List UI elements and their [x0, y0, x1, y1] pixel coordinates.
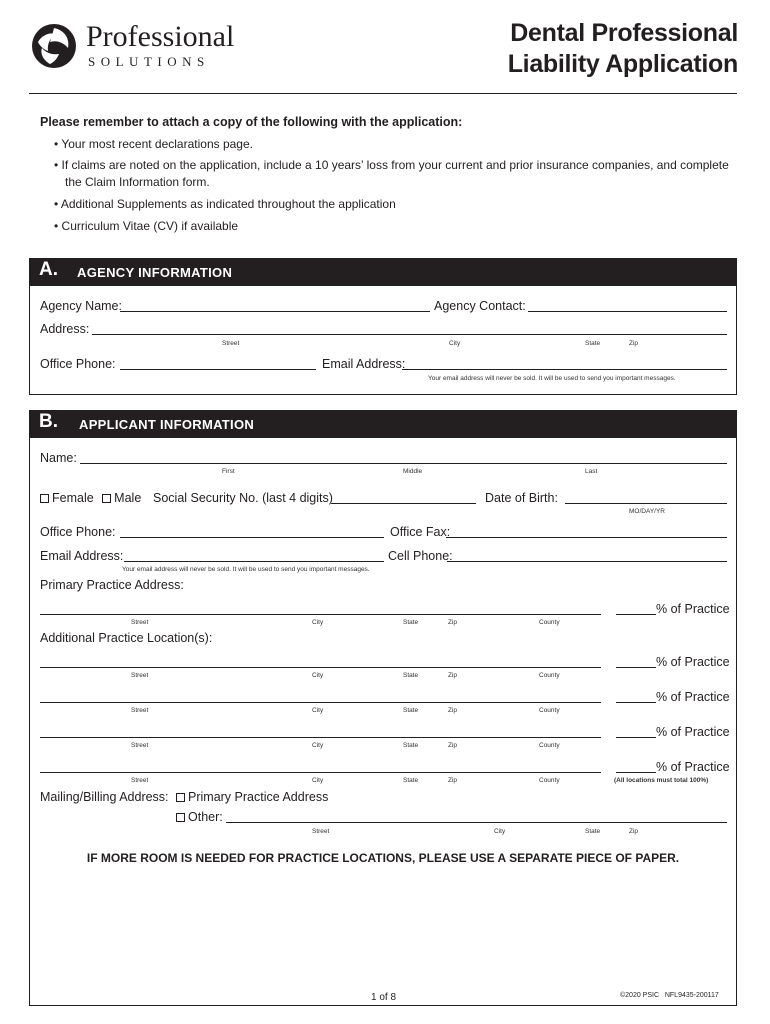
female-checkbox[interactable]	[40, 494, 49, 503]
city-caption: City	[312, 619, 324, 626]
city-caption: City	[312, 742, 324, 749]
agency-address-field[interactable]	[92, 334, 727, 335]
primary-practice-option	[176, 790, 328, 804]
intro-heading: Please remember to attach a copy of the following with the application:	[40, 115, 463, 129]
male-checkbox[interactable]	[102, 494, 111, 503]
document-title	[508, 18, 738, 80]
street-caption: Street	[131, 777, 149, 784]
zip-caption: Zip	[448, 672, 458, 679]
title-line-2: Liability Application	[507, 50, 738, 78]
logo-word-professional: Professional	[86, 20, 235, 53]
zip-caption: Zip	[448, 619, 458, 626]
additional-locations-label: Additional Practice Location(s):	[40, 631, 213, 645]
county-caption: County	[539, 777, 560, 784]
email-note: Your email address will never be sold. It will be used to send you important messages.	[428, 375, 676, 382]
office-phone-label: Office Phone:	[40, 525, 116, 539]
additional-location-3-pct-field[interactable]	[616, 737, 656, 738]
state-caption: State	[403, 619, 419, 626]
middle-caption: Middle	[403, 468, 423, 475]
locations-total-note: (All locations must total 100%)	[614, 777, 709, 784]
applicant-office-phone-field[interactable]	[120, 537, 384, 538]
office-fax-field[interactable]	[446, 537, 727, 538]
form-code: ©2020 PSIC NFL9435-200117	[620, 992, 719, 999]
mailing-billing-label: Mailing/Billing Address:	[40, 790, 169, 804]
county-caption: County	[539, 672, 560, 679]
intro-bullet: • Curriculum Vitae (CV) if available	[54, 219, 239, 233]
cell-phone-field[interactable]	[447, 561, 727, 562]
last-caption: Last	[585, 468, 598, 475]
dob-format-caption: MO/DAY/YR	[629, 508, 665, 515]
first-caption: First	[222, 468, 235, 475]
logo	[30, 22, 240, 72]
city-caption: City	[312, 777, 324, 784]
female-label: Female	[52, 491, 94, 505]
title-line-1: Dental Professional	[510, 19, 738, 47]
other-option-label: Other:	[188, 810, 223, 824]
dob-field[interactable]	[565, 503, 727, 504]
agency-name-label: Agency Name:	[40, 299, 122, 313]
agency-contact-field[interactable]	[528, 311, 727, 312]
zip-caption: Zip	[629, 340, 639, 347]
section-a-title: AGENCY INFORMATION	[77, 265, 233, 280]
address-label: Address:	[40, 322, 90, 336]
state-caption: State	[585, 828, 601, 835]
primary-practice-pct-field[interactable]	[616, 614, 656, 615]
city-caption: City	[449, 340, 461, 347]
office-phone-label: Office Phone:	[40, 357, 116, 371]
ssn-field[interactable]	[331, 503, 476, 504]
more-room-note: IF MORE ROOM IS NEEDED FOR PRACTICE LOCATIONS, PLEASE USE A SEPARATE PIECE OF PAPER.	[86, 851, 680, 865]
mailing-other-checkbox[interactable]	[176, 813, 185, 822]
logo-swirl-icon	[30, 22, 78, 70]
state-caption: State	[403, 707, 419, 714]
additional-location-1-field[interactable]	[40, 667, 601, 668]
male-label: Male	[114, 491, 142, 505]
applicant-name-field[interactable]	[80, 463, 727, 464]
city-caption: City	[312, 707, 324, 714]
name-label: Name:	[40, 451, 77, 465]
state-caption: State	[403, 742, 419, 749]
additional-location-2-field[interactable]	[40, 702, 601, 703]
intro-bullet-continued: the Claim Information form.	[65, 175, 210, 189]
agency-contact-label: Agency Contact:	[434, 299, 526, 313]
state-caption: State	[403, 777, 419, 784]
pct-practice-label: % of Practice	[656, 760, 730, 774]
county-caption: County	[539, 742, 560, 749]
intro-bullet: • Additional Supplements as indicated throughout the application	[54, 197, 396, 211]
city-caption: City	[494, 828, 506, 835]
additional-location-4-pct-field[interactable]	[616, 772, 656, 773]
section-b-title: APPLICANT INFORMATION	[79, 417, 255, 432]
mailing-other-address-field[interactable]	[226, 822, 727, 823]
agency-office-phone-field[interactable]	[120, 369, 316, 370]
state-caption: State	[403, 672, 419, 679]
state-caption: State	[585, 340, 601, 347]
page-number: 1 of 8	[371, 992, 397, 1003]
pct-practice-label: % of Practice	[656, 602, 730, 616]
mailing-primary-checkbox[interactable]	[176, 793, 185, 802]
email-address-label: Email Address:	[322, 357, 406, 371]
additional-location-1-pct-field[interactable]	[616, 667, 656, 668]
primary-practice-option-label: Primary Practice Address	[188, 790, 329, 804]
street-caption: Street	[131, 742, 149, 749]
intro-bullet: • If claims are noted on the application, include a 10 years’ loss from your current and prior insurance companies, and complete	[54, 158, 729, 172]
zip-caption: Zip	[448, 777, 458, 784]
street-caption: Street	[131, 707, 149, 714]
ssn-label: Social Security No. (last 4 digits)	[153, 491, 333, 505]
applicant-email-field[interactable]	[124, 561, 384, 562]
office-fax-label: Office Fax:	[390, 525, 451, 539]
zip-caption: Zip	[448, 742, 458, 749]
city-caption: City	[312, 672, 324, 679]
primary-practice-label: Primary Practice Address:	[40, 578, 184, 592]
agency-name-field[interactable]	[120, 311, 430, 312]
section-b-letter: B.	[39, 411, 58, 432]
section-a-letter: A.	[39, 259, 58, 280]
primary-practice-address-field[interactable]	[40, 614, 601, 615]
street-caption: Street	[312, 828, 330, 835]
street-caption: Street	[131, 672, 149, 679]
intro-bullet: • Your most recent declarations page.	[54, 137, 253, 151]
email-address-label: Email Address:	[40, 549, 124, 563]
other-option	[176, 810, 223, 824]
additional-location-2-pct-field[interactable]	[616, 702, 656, 703]
header-rule	[29, 93, 737, 94]
street-caption: Street	[222, 340, 240, 347]
pct-practice-label: % of Practice	[656, 725, 730, 739]
agency-email-field[interactable]	[402, 369, 727, 370]
pct-practice-label: % of Practice	[656, 690, 730, 704]
additional-location-3-field[interactable]	[40, 737, 601, 738]
street-caption: Street	[131, 619, 149, 626]
gender-options	[40, 491, 141, 505]
logo-word-solutions: SOLUTIONS	[88, 54, 210, 69]
county-caption: County	[539, 707, 560, 714]
county-caption: County	[539, 619, 560, 626]
zip-caption: Zip	[448, 707, 458, 714]
email-note: Your email address will never be sold. It will be used to send you important messages.	[122, 566, 370, 573]
dob-label: Date of Birth:	[485, 491, 558, 505]
cell-phone-label: Cell Phone:	[388, 549, 453, 563]
zip-caption: Zip	[629, 828, 639, 835]
additional-location-4-field[interactable]	[40, 772, 601, 773]
pct-practice-label: % of Practice	[656, 655, 730, 669]
